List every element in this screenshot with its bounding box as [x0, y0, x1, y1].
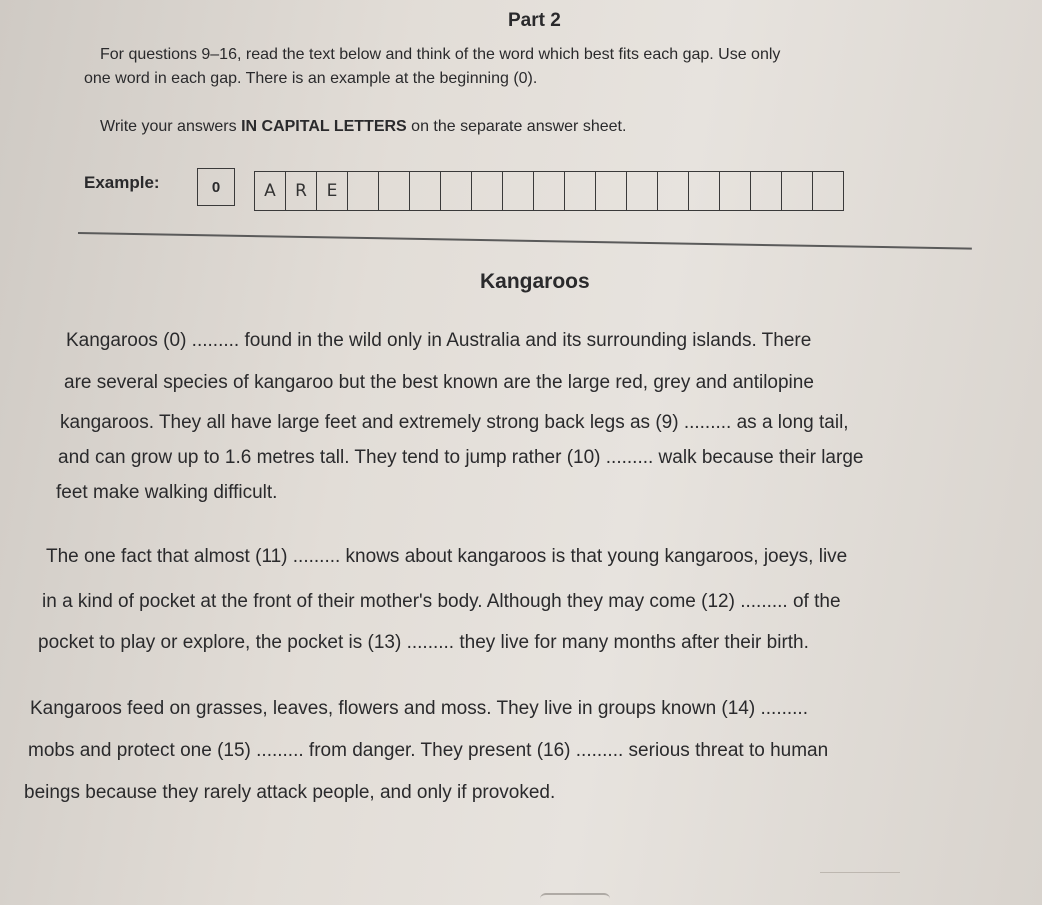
passage-title: Kangaroos	[480, 270, 590, 293]
instruction-line-3-pre: Write your answers	[100, 118, 242, 135]
passage-line: and can grow up to 1.6 metres tall. They tend to jump rather (10) ......... walk because their large	[58, 447, 864, 468]
passage-line: mobs and protect one (15) ......... from danger. They present (16) ......... serious threat to human	[28, 740, 829, 761]
instruction-line-3-post: on the separate answer sheet.	[406, 118, 627, 135]
instruction-line-1: For questions 9–16, read the text below and think of the word which best fits each gap. Use only	[100, 46, 781, 63]
answer-cell: A	[254, 171, 286, 211]
instruction-line-2: one word in each gap. There is an example at the beginning (0).	[84, 70, 538, 87]
answer-cell	[440, 171, 472, 211]
example-number: 0	[211, 178, 221, 196]
answer-cell	[378, 171, 410, 211]
answer-cell	[657, 171, 689, 211]
passage-line: beings because they rarely attack people, and only if provoked.	[24, 782, 556, 803]
passage-line: feet make walking difficult.	[56, 482, 278, 503]
answer-cell	[781, 171, 813, 211]
example-label: Example:	[84, 173, 160, 192]
divider-line	[78, 232, 972, 249]
answer-cell	[564, 171, 596, 211]
instruction-line-3-bold: IN CAPITAL LETTERS	[241, 118, 407, 135]
passage-line: Kangaroos feed on grasses, leaves, flowers and moss. They live in groups known (14) .........	[30, 698, 808, 719]
answer-cell	[750, 171, 782, 211]
passage-line: are several species of kangaroo but the best known are the large red, grey and antilopine	[64, 372, 814, 393]
answer-cell: R	[285, 171, 317, 211]
answer-cell	[595, 171, 627, 211]
instruction-line-3	[100, 118, 626, 136]
passage-line: in a kind of pocket at the front of their mother's body. Although they may come (12) ......... of the	[42, 591, 841, 612]
answer-cell	[347, 171, 379, 211]
example-number-box	[197, 168, 235, 206]
page-edge-mark	[820, 872, 900, 873]
next-heading-fragment	[540, 893, 610, 905]
answer-cell	[409, 171, 441, 211]
passage-line: kangaroos. They all have large feet and extremely strong back legs as (9) ......... as a long tail,	[60, 412, 849, 433]
answer-cell	[502, 171, 534, 211]
example-answer-boxes	[255, 171, 844, 211]
part-heading: Part 2	[508, 10, 561, 31]
answer-cell	[719, 171, 751, 211]
answer-cell	[471, 171, 503, 211]
passage-line: The one fact that almost (11) ......... knows about kangaroos is that young kangaroos, joeys, live	[46, 546, 848, 567]
passage-line: pocket to play or explore, the pocket is (13) ......... they live for many months after their birth.	[38, 632, 809, 653]
answer-cell	[626, 171, 658, 211]
answer-cell: E	[316, 171, 348, 211]
answer-cell	[533, 171, 565, 211]
answer-cell	[688, 171, 720, 211]
passage-line: Kangaroos (0) ......... found in the wild only in Australia and its surrounding islands. There	[66, 330, 812, 351]
answer-cell	[812, 171, 844, 211]
